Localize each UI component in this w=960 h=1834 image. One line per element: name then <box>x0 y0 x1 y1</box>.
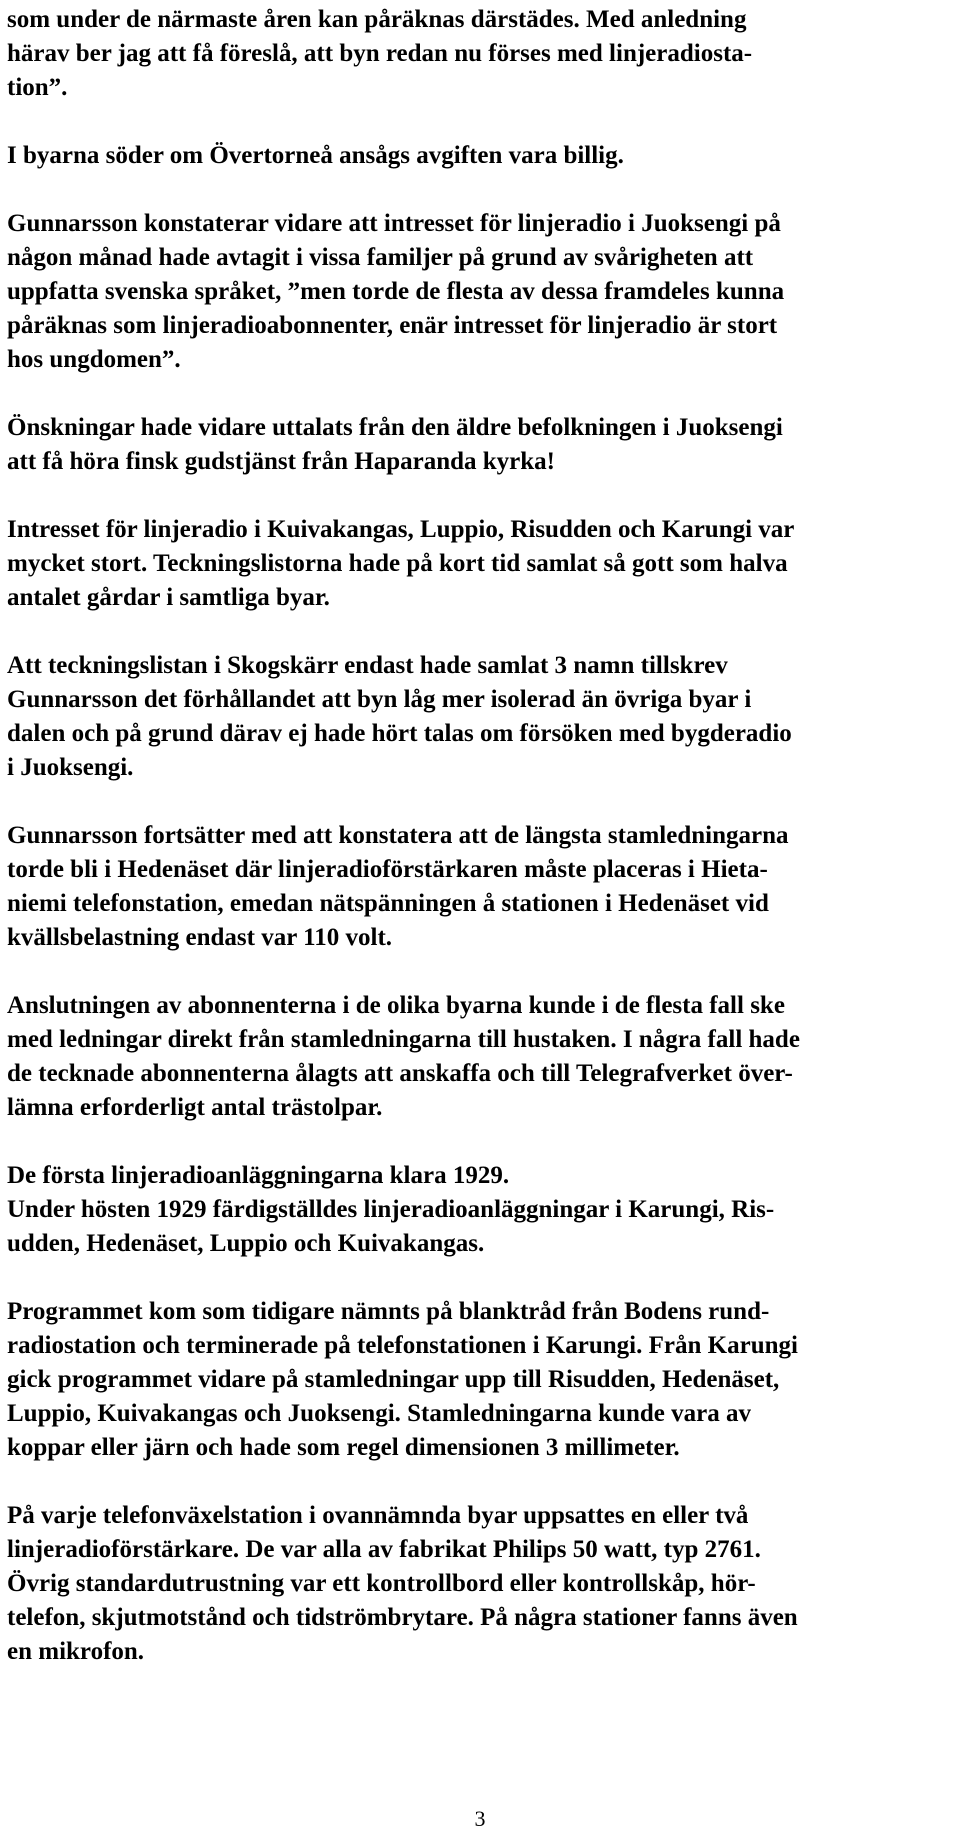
text-line: antalet gårdar i samtliga byar. <box>7 584 330 611</box>
text-line: Övrig standardutrustning var ett kontrollbord eller kontrollskåp, hör- <box>7 1570 756 1597</box>
paragraph <box>7 513 952 615</box>
text-line: dalen och på grund därav ej hade hört talas om försöken med bygderadio <box>7 720 792 747</box>
text-line: påräknas som linjeradioabonnenter, enär intresset för linjeradio är stort <box>7 312 778 339</box>
text-line: Gunnarsson fortsätter med att konstatera att de längsta stamledningarna <box>7 822 789 849</box>
text-line: någon månad hade avtagit i vissa familjer på grund av svårigheten att <box>7 244 754 271</box>
text-line: med ledningar direkt från stamledningarna till hustaken. I några fall hade <box>7 1026 800 1053</box>
text-line: i Juoksengi. <box>7 754 134 781</box>
text-line: de tecknade abonnenterna ålagts att anskaffa och till Telegrafverket över- <box>7 1060 793 1087</box>
text-line: Gunnarsson det förhållandet att byn låg mer isolerad än övriga byar i <box>7 686 752 713</box>
text-line: Intresset för linjeradio i Kuivakangas, Luppio, Risudden och Karungi var <box>7 516 795 543</box>
text-line: telefon, skjutmotstånd och tidströmbrytare. På några stationer fanns även <box>7 1604 798 1631</box>
text-line: att få höra finsk gudstjänst från Haparanda kyrka! <box>7 448 555 475</box>
text-line: mycket stort. Teckningslistorna hade på kort tid samlat så gott som halva <box>7 550 788 577</box>
text-line: hos ungdomen”. <box>7 346 181 373</box>
text-line: radiostation och terminerade på telefonstationen i Karungi. Från Karungi <box>7 1332 798 1359</box>
paragraph <box>7 819 952 955</box>
text-line: I byarna söder om Övertorneå ansågs avgiften vara billig. <box>7 142 624 169</box>
paragraph <box>7 1295 952 1465</box>
text-line: På varje telefonväxelstation i ovannämnda byar uppsattes en eller två <box>7 1502 749 1529</box>
text-line: Luppio, Kuivakangas och Juoksengi. Stamledningarna kunde vara av <box>7 1400 751 1427</box>
text-line: torde bli i Hedenäset där linjeradioförstärkaren måste placeras i Hieta- <box>7 856 768 883</box>
paragraph <box>7 649 952 785</box>
text-line: De första linjeradioanläggningarna klara 1929. <box>7 1162 510 1189</box>
page-number: 3 <box>474 1806 486 1831</box>
text-line: lämna erforderligt antal trästolpar. <box>7 1094 383 1121</box>
paragraph <box>7 411 952 479</box>
paragraph <box>7 1159 952 1261</box>
text-line: Att teckningslistan i Skogskärr endast hade samlat 3 namn tillskrev <box>7 652 728 679</box>
text-line: tion”. <box>7 74 68 101</box>
paragraph <box>7 1499 952 1669</box>
text-line: härav ber jag att få föreslå, att byn redan nu förses med linjeradiosta- <box>7 40 753 67</box>
text-line: Under hösten 1929 färdigställdes linjeradioanläggningar i Karungi, Ris- <box>7 1196 775 1223</box>
text-line: koppar eller järn och hade som regel dimensionen 3 millimeter. <box>7 1434 680 1461</box>
text-line: gick programmet vidare på stamledningar upp till Risudden, Hedenäset, <box>7 1366 780 1393</box>
paragraph <box>7 207 952 377</box>
text-line: som under de närmaste åren kan påräknas därstädes. Med anledning <box>7 6 747 33</box>
text-line: Programmet kom som tidigare nämnts på blanktråd från Bodens rund- <box>7 1298 770 1325</box>
paragraph <box>7 139 952 173</box>
text-line: niemi telefonstation, emedan nätspänningen å stationen i Hedenäset vid <box>7 890 769 917</box>
text-line: kvällsbelastning endast var 110 volt. <box>7 924 393 951</box>
document-body <box>7 3 952 1703</box>
text-line: udden, Hedenäset, Luppio och Kuivakangas. <box>7 1230 485 1257</box>
paragraph <box>7 989 952 1125</box>
text-line: Önskningar hade vidare uttalats från den äldre befolkningen i Juoksengi <box>7 414 783 441</box>
text-line: uppfatta svenska språket, ”men torde de flesta av dessa framdeles kunna <box>7 278 785 305</box>
text-line: en mikrofon. <box>7 1638 145 1665</box>
text-line: Anslutningen av abonnenterna i de olika byarna kunde i de flesta fall ske <box>7 992 785 1019</box>
text-line: linjeradioförstärkare. De var alla av fabrikat Philips 50 watt, typ 2761. <box>7 1536 761 1563</box>
text-line: Gunnarsson konstaterar vidare att intresset för linjeradio i Juoksengi på <box>7 210 781 237</box>
paragraph <box>7 3 952 105</box>
